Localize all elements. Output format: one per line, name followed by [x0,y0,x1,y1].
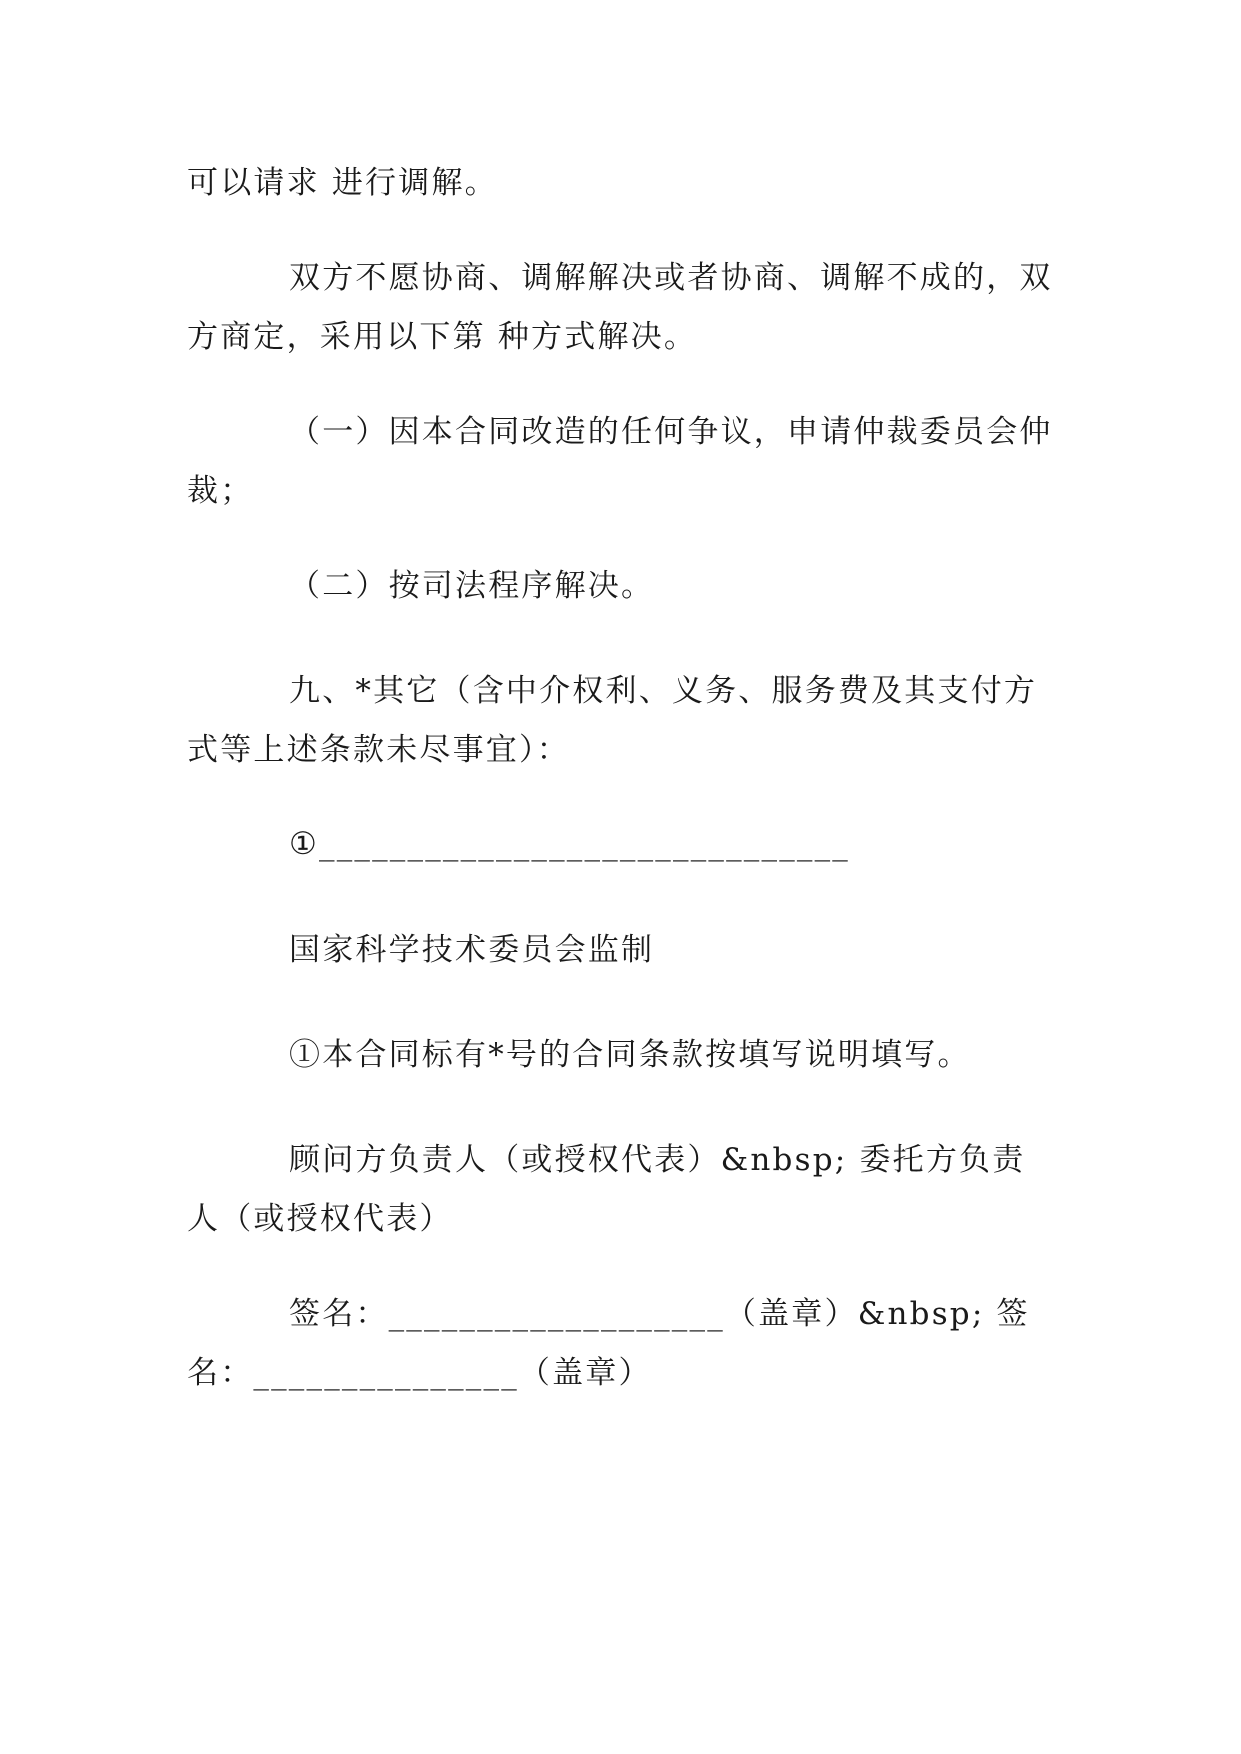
paragraph-section-nine-other: 九、*其它（含中介权利、义务、服务费及其支付方式等上述条款未尽事宜）： [187,673,1038,768]
paragraph-blank-line: ①______________________________ [289,826,850,862]
paragraph-option-arbitration: （一）因本合同改造的任何争议，申请仲裁委员会仲裁； [187,414,1053,509]
paragraph-fill-instructions: ①本合同标有*号的合同条款按填写说明填写。 [289,1037,971,1073]
paragraph-representatives: 顾问方负责人（或授权代表）&nbsp; 委托方负责人（或授权代表） [187,1142,1026,1237]
paragraph-dispute-resolution: 双方不愿协商、调解解决或者协商、调解不成的，双方商定，采用以下第 种方式解决。 [187,260,1053,355]
paragraph-signatures: 签名：___________________（盖章）&nbsp; 签名：_______________（盖章） [187,1296,1030,1391]
paragraph-mediation-request: 可以请求 进行调解。 [187,165,498,201]
paragraph-option-judicial: （二）按司法程序解决。 [289,568,655,604]
paragraph-supervisor: 国家科学技术委员会监制 [289,932,655,968]
